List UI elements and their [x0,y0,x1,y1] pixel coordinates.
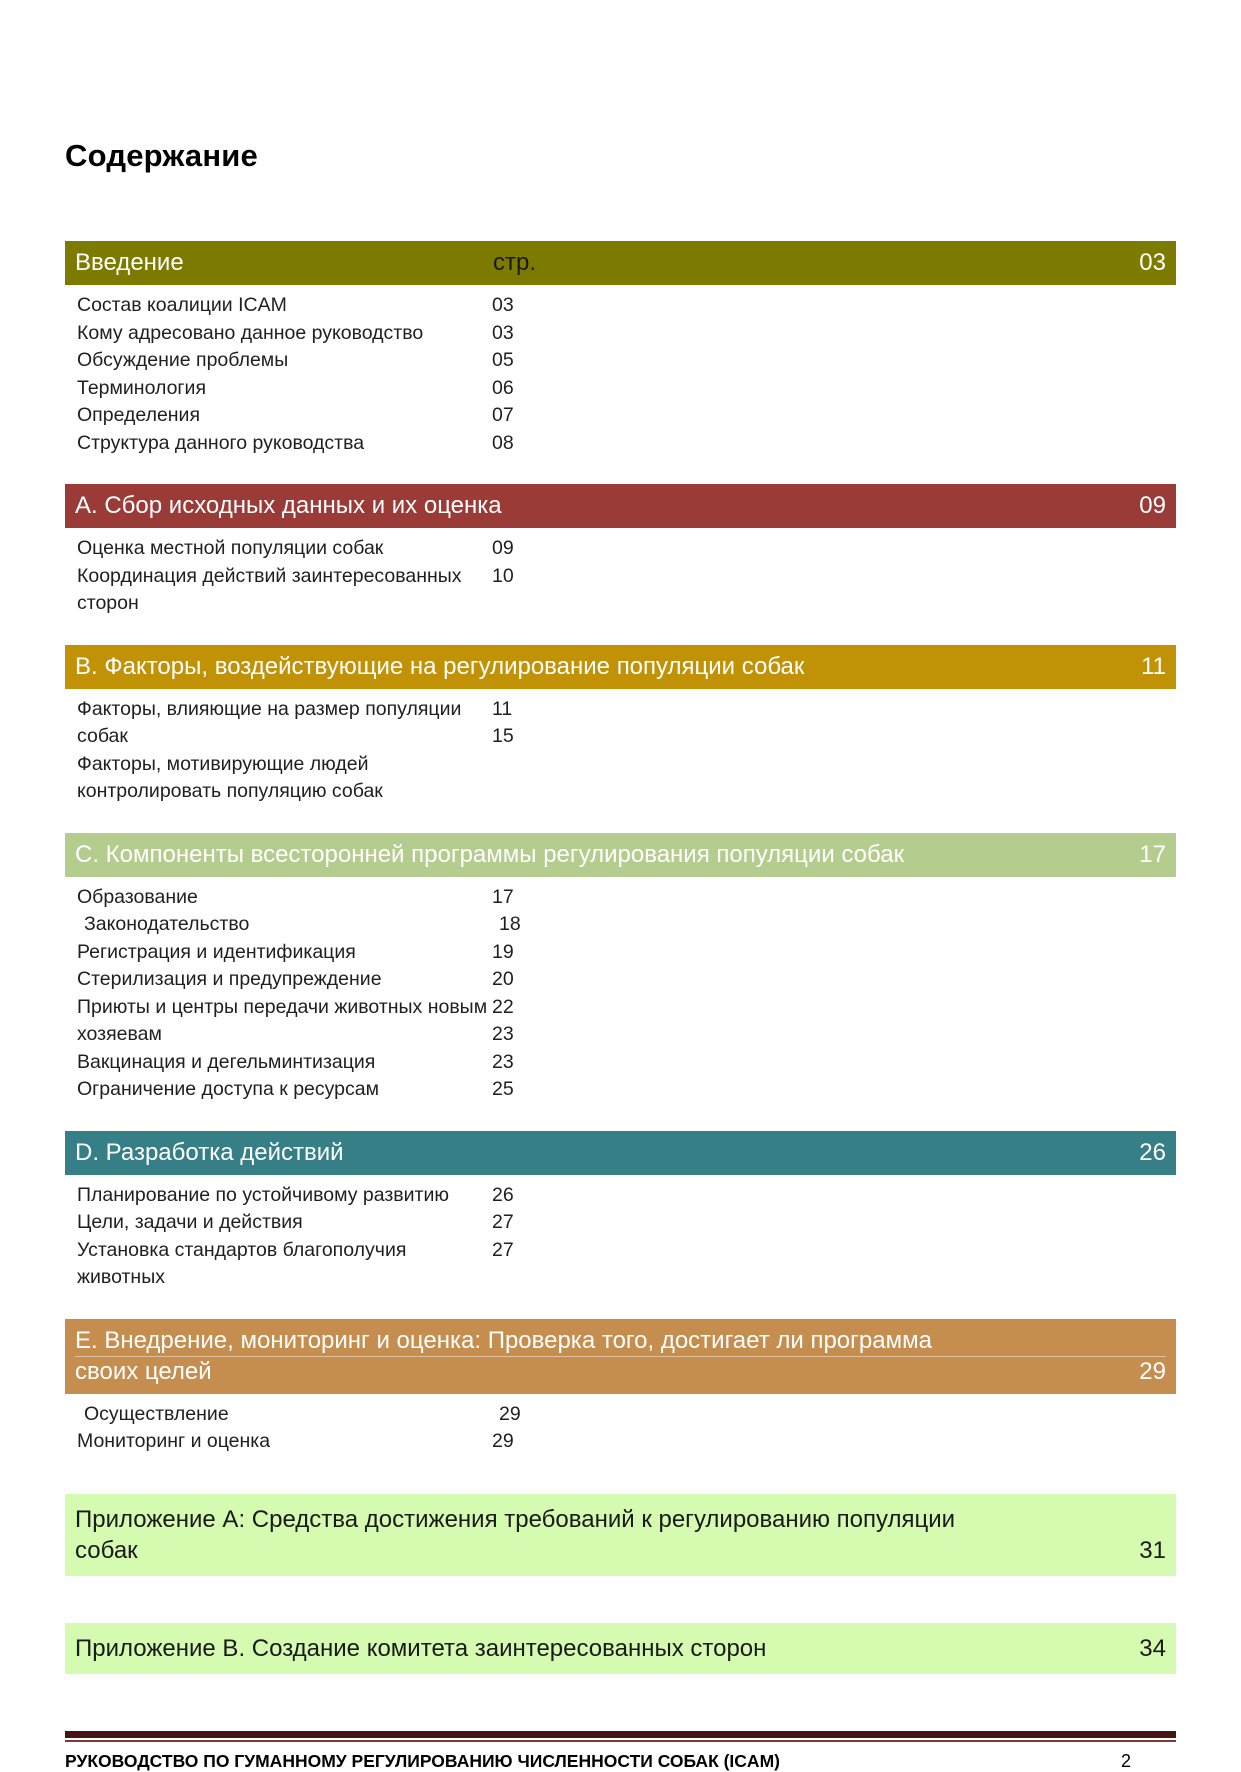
section-header-line [75,1535,1166,1566]
section-intro-items [65,285,1176,471]
toc-item-page: 10 [492,564,514,587]
toc-item-row [77,939,1176,967]
toc-item-row [77,884,1176,912]
toc-item-label: Установка стандартов благополучия [77,1238,407,1261]
toc-item-page: 07 [492,404,514,426]
toc-item-label: контролировать популяцию собак [77,780,383,802]
toc-item-row [77,375,1176,403]
toc-item-page: 03 [492,321,514,344]
toc-item-label: Ограничение доступа к ресурсам [77,1078,380,1100]
toc-item-page: 06 [492,376,514,399]
toc-item-page: 23 [492,1023,514,1045]
toc-item-page: 03 [492,294,514,316]
section-e-items [65,1394,1176,1470]
toc-item-label: Регистрация и идентификация [77,940,356,963]
appendix-b-header [65,1623,1176,1674]
toc-item-row [77,1049,1176,1077]
toc-item-label: Осуществление [84,1402,229,1425]
toc-item-page: 25 [492,1078,514,1100]
toc-item-page: 23 [492,1050,514,1073]
page-title: Содержание [65,138,258,173]
section-c-header [65,833,1176,877]
section-header-line [75,1138,1166,1168]
toc-item-row [77,292,1176,320]
section-header-line [75,1504,1166,1535]
section-title: Введение [75,249,184,276]
toc-item-label: Состав коалиции ICAM [77,294,287,316]
toc-item-row [77,1401,1176,1429]
page-column-header: стр. [493,249,537,276]
section-e-header [65,1319,1176,1394]
section-title: собак [75,1536,138,1564]
toc-item-label: Терминология [77,376,206,399]
toc-item-label: Факторы, влияющие на размер популяции [77,697,462,720]
toc-item-label: сторон [77,592,139,614]
toc-item-page: 29 [492,1430,514,1452]
section-header-line [75,248,1166,278]
toc-item-row [77,1237,1176,1265]
toc-item-row [77,430,1176,458]
toc-item-page: 05 [492,349,514,371]
section-c-items [65,877,1176,1118]
toc-item-page: 18 [499,913,521,935]
section-page-number: 03 [1139,249,1166,276]
toc-item-row [77,723,1176,751]
section-header-line [75,1356,1166,1387]
toc-item-row [77,911,1176,939]
section-d-header [65,1131,1176,1175]
toc-item-row [77,402,1176,430]
section-title: С. Компоненты всесторонней программы регулирования популяции собак [75,840,905,868]
toc-item-row [77,1209,1176,1237]
toc-item-row [77,1076,1176,1104]
toc-item-label: Планирование по устойчивому развитию [77,1183,449,1206]
toc-item-label: Координация действий заинтересованных [77,564,462,587]
footer-page-number: 2 [1120,1750,1131,1771]
toc-item-label: Обсуждение проблемы [77,349,289,371]
section-header-line [75,491,1166,521]
toc-item-row [77,535,1176,563]
toc-item-row [77,778,1176,806]
toc-item-page: 29 [499,1402,521,1425]
toc-item-row [77,563,1176,591]
footer [65,1731,1176,1772]
section-page-number: 34 [1139,1634,1166,1662]
section-b-items [65,689,1176,820]
section-page-number: 17 [1139,840,1166,868]
toc-item-label: Факторы, мотивирующие людей [77,752,369,775]
toc [65,241,1176,1674]
toc-item-label: животных [77,1266,165,1288]
toc-item-row [77,347,1176,375]
section-page-number: 26 [1139,1138,1166,1166]
toc-item-label: Кому адресовано данное руководство [77,321,424,344]
section-header-line [75,840,1166,870]
section-header-line [75,1633,1166,1664]
section-title: А. Сбор исходных данных и их оценка [75,492,502,519]
section-intro-header [65,241,1176,285]
section-title: своих целей [75,1357,212,1385]
toc-item-label: Приюты и центры передачи животных новым [77,995,488,1018]
toc-item-page: 22 [492,995,514,1018]
toc-item-label: собак [77,725,128,747]
toc-item-label: Структура данного руководства [77,431,365,454]
toc-item-row [77,751,1176,779]
toc-item-page: 17 [492,885,514,908]
section-title: D. Разработка действий [75,1138,344,1166]
appendix-a-header [65,1494,1176,1576]
section-header-line [75,652,1166,682]
toc-item-label: Определения [77,404,201,426]
toc-item-row [77,1428,1176,1456]
section-page-number: 11 [1141,652,1166,680]
section-title: Приложение В. Создание комитета заинтересованных сторон [75,1634,767,1662]
toc-item-page: 15 [492,725,514,747]
toc-item-label: Цели, задачи и действия [77,1211,303,1233]
toc-item-row [77,966,1176,994]
section-a-items [65,528,1176,632]
section-page-number: 29 [1139,1357,1166,1385]
toc-item-page: 20 [492,968,514,990]
toc-item-page: 11 [492,697,513,720]
toc-item-row [77,590,1176,618]
toc-item-row [77,994,1176,1022]
section-b-header [65,645,1176,689]
toc-item-row [77,1182,1176,1210]
section-header-line [75,1326,1166,1356]
toc-item-row [77,320,1176,348]
toc-item-page: 09 [492,537,514,559]
section-page-number: 31 [1139,1536,1166,1564]
toc-item-page: 27 [492,1211,514,1233]
toc-item-row [77,1021,1176,1049]
section-page-number: 09 [1139,492,1166,519]
section-title: Приложение А: Средства достижения требований к регулированию популяции [75,1505,956,1533]
section-a-header [65,484,1176,528]
toc-item-page: 27 [492,1238,514,1261]
toc-item-label: Образование [77,885,198,908]
section-title: В. Факторы, воздействующие на регулирование популяции собак [75,652,805,680]
toc-item-label: Оценка местной популяции собак [77,537,384,559]
toc-item-label: Законодательство [84,913,250,935]
toc-item-label: Стерилизация и предупреждение [77,968,382,990]
toc-item-label: хозяевам [77,1023,162,1045]
toc-item-page: 26 [492,1183,514,1206]
toc-item-row [77,1264,1176,1292]
toc-item-page: 08 [492,431,514,454]
toc-item-row [77,696,1176,724]
toc-item-label: Вакцинация и дегельминтизация [77,1050,376,1073]
footer-rule [65,1731,1176,1742]
toc-item-page: 19 [492,940,514,963]
footer-title: РУКОВОДСТВО ПО ГУМАННОМУ РЕГУЛИРОВАНИЮ ЧИСЛЕННОСТИ СОБАК (ICAM) [65,1750,780,1771]
section-d-items [65,1175,1176,1306]
section-title: Е. Внедрение, мониторинг и оценка: Проверка того, достигает ли программа [75,1326,932,1354]
toc-item-label: Мониторинг и оценка [77,1430,271,1452]
